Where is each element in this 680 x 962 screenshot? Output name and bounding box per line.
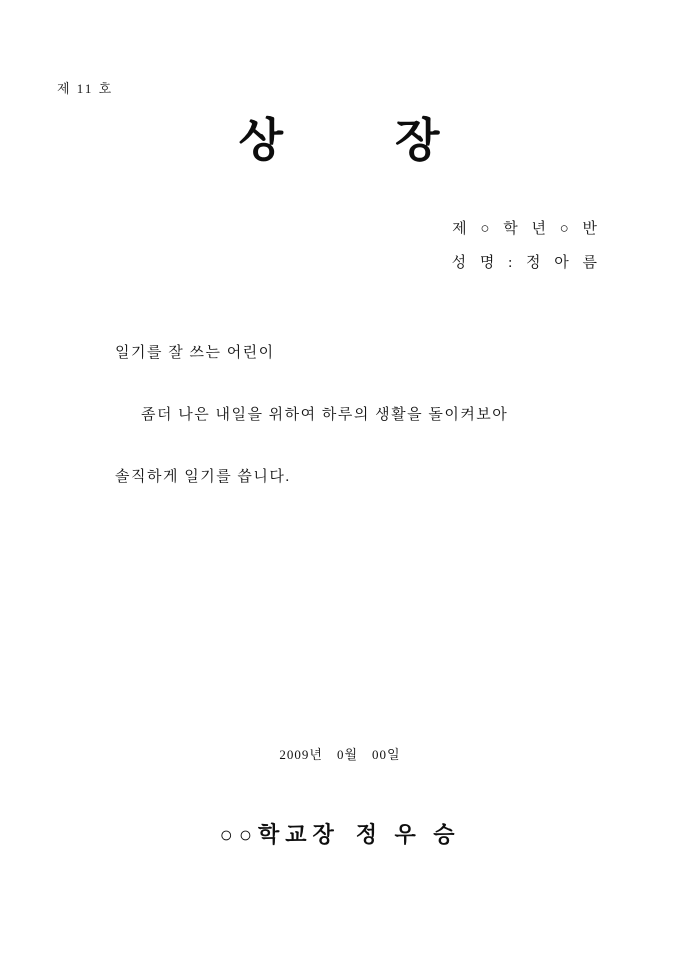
award-date (0, 744, 680, 763)
title-first-character: 상 (238, 115, 285, 166)
body-line-3: 솔직하게 일기를 씁니다. (115, 469, 291, 485)
award-date-day: 00일 (372, 747, 401, 762)
title-second-character: 장 (395, 115, 442, 166)
issuer-name: 정 우 승 (355, 822, 461, 847)
award-date-year: 2009년 (279, 747, 323, 762)
recipient-grade-class: 제 ○ 학 년 ○ 반 (452, 221, 602, 237)
page-title (0, 104, 680, 170)
issuer-school: ○○학교장 (219, 822, 340, 847)
award-date-month: 0월 (336, 747, 359, 762)
body-line-2: 좀더 나은 내일을 위하여 하루의 생활을 돌이켜보아 (141, 407, 509, 423)
recipient-block (452, 212, 602, 280)
recipient-name: 성 명 : 정 아 름 (451, 255, 602, 271)
body-line-1: 일기를 잘 쓰는 어린이 (115, 345, 275, 361)
document-number: 제 11 호 (57, 81, 114, 96)
award-body-text (115, 322, 585, 508)
issuer-block (0, 818, 680, 849)
